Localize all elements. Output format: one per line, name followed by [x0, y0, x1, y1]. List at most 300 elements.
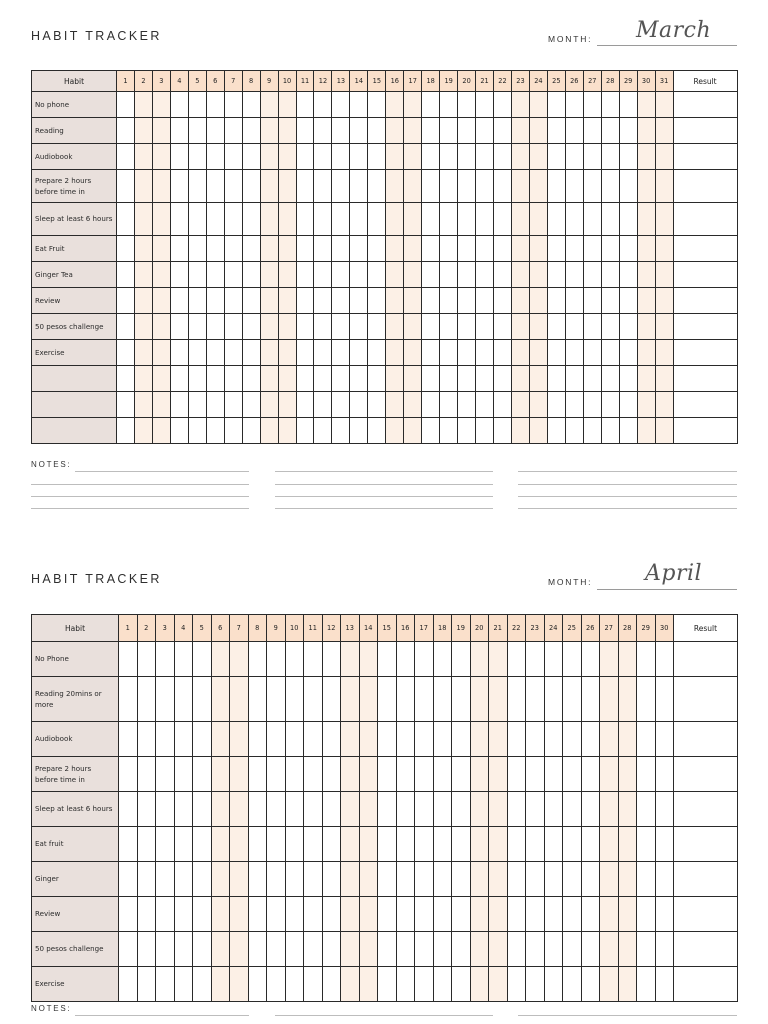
day-checkbox-cell[interactable] — [137, 677, 156, 722]
day-checkbox-cell[interactable] — [359, 967, 378, 1002]
day-checkbox-cell[interactable] — [174, 722, 193, 757]
day-checkbox-cell[interactable] — [655, 897, 674, 932]
day-checkbox-cell[interactable] — [618, 722, 637, 757]
day-checkbox-cell[interactable] — [489, 827, 508, 862]
day-checkbox-cell[interactable] — [341, 792, 360, 827]
day-checkbox-cell[interactable] — [137, 862, 156, 897]
day-checkbox-cell[interactable] — [637, 792, 656, 827]
day-checkbox-cell[interactable] — [507, 722, 526, 757]
day-checkbox-cell[interactable] — [489, 792, 508, 827]
day-checkbox-cell[interactable] — [359, 677, 378, 722]
day-checkbox-cell[interactable] — [433, 862, 452, 897]
day-checkbox-cell[interactable] — [174, 897, 193, 932]
day-checkbox-cell[interactable] — [304, 827, 323, 862]
day-checkbox-cell[interactable] — [248, 967, 267, 1002]
day-checkbox-cell[interactable] — [581, 642, 600, 677]
day-checkbox-cell[interactable] — [378, 827, 397, 862]
day-checkbox-cell[interactable] — [563, 827, 582, 862]
result-cell[interactable] — [674, 932, 738, 967]
habit-name[interactable]: Ginger Tea — [32, 262, 117, 288]
day-checkbox-cell[interactable] — [452, 862, 471, 897]
habit-name[interactable]: Reading — [32, 118, 117, 144]
day-checkbox-cell[interactable] — [563, 722, 582, 757]
day-checkbox-cell[interactable] — [618, 932, 637, 967]
day-checkbox-cell[interactable] — [341, 827, 360, 862]
day-checkbox-cell[interactable] — [526, 827, 545, 862]
day-checkbox-cell[interactable] — [526, 897, 545, 932]
day-checkbox-cell[interactable] — [322, 677, 341, 722]
day-checkbox-cell[interactable] — [470, 897, 489, 932]
day-checkbox-cell[interactable] — [193, 757, 212, 792]
day-checkbox-cell[interactable] — [618, 897, 637, 932]
day-checkbox-cell[interactable] — [415, 897, 434, 932]
day-checkbox-cell[interactable] — [285, 642, 304, 677]
day-checkbox-cell[interactable] — [544, 792, 563, 827]
day-checkbox-cell[interactable] — [396, 792, 415, 827]
day-checkbox-cell[interactable] — [600, 792, 619, 827]
day-checkbox-cell[interactable] — [211, 722, 230, 757]
habit-name[interactable]: 50 pesos challenge — [32, 314, 117, 340]
day-checkbox-cell[interactable] — [304, 677, 323, 722]
month-value[interactable]: April — [645, 561, 703, 586]
day-checkbox-cell[interactable] — [655, 722, 674, 757]
day-checkbox-cell[interactable] — [156, 827, 175, 862]
day-checkbox-cell[interactable] — [193, 897, 212, 932]
day-checkbox-cell[interactable] — [507, 827, 526, 862]
result-cell[interactable] — [674, 897, 738, 932]
day-checkbox-cell[interactable] — [563, 677, 582, 722]
day-checkbox-cell[interactable] — [174, 792, 193, 827]
day-checkbox-cell[interactable] — [655, 677, 674, 722]
day-checkbox-cell[interactable] — [581, 967, 600, 1002]
day-checkbox-cell[interactable] — [618, 642, 637, 677]
day-checkbox-cell[interactable] — [137, 967, 156, 1002]
day-checkbox-cell[interactable] — [211, 677, 230, 722]
day-checkbox-cell[interactable] — [285, 792, 304, 827]
notes-line[interactable] — [75, 1015, 249, 1016]
day-checkbox-cell[interactable] — [193, 967, 212, 1002]
day-checkbox-cell[interactable] — [544, 862, 563, 897]
day-checkbox-cell[interactable] — [267, 757, 286, 792]
day-checkbox-cell[interactable] — [359, 792, 378, 827]
day-checkbox-cell[interactable] — [156, 677, 175, 722]
day-checkbox-cell[interactable] — [359, 827, 378, 862]
day-checkbox-cell[interactable] — [655, 642, 674, 677]
day-checkbox-cell[interactable] — [174, 932, 193, 967]
day-checkbox-cell[interactable] — [581, 862, 600, 897]
day-checkbox-cell[interactable] — [230, 792, 249, 827]
day-checkbox-cell[interactable] — [581, 757, 600, 792]
day-checkbox-cell[interactable] — [304, 932, 323, 967]
day-checkbox-cell[interactable] — [137, 932, 156, 967]
day-checkbox-cell[interactable] — [433, 932, 452, 967]
day-checkbox-cell[interactable] — [489, 757, 508, 792]
day-checkbox-cell[interactable] — [156, 642, 175, 677]
result-cell[interactable] — [674, 827, 738, 862]
habit-name[interactable]: Exercise — [32, 340, 117, 366]
day-checkbox-cell[interactable] — [137, 757, 156, 792]
day-checkbox-cell[interactable] — [193, 827, 212, 862]
day-checkbox-cell[interactable] — [489, 722, 508, 757]
day-checkbox-cell[interactable] — [526, 642, 545, 677]
day-checkbox-cell[interactable] — [174, 862, 193, 897]
day-checkbox-cell[interactable] — [248, 677, 267, 722]
day-checkbox-cell[interactable] — [507, 792, 526, 827]
day-checkbox-cell[interactable] — [544, 932, 563, 967]
day-checkbox-cell[interactable] — [433, 967, 452, 1002]
habit-name[interactable]: No Phone — [32, 642, 119, 677]
day-checkbox-cell[interactable] — [304, 967, 323, 1002]
day-checkbox-cell[interactable] — [341, 862, 360, 897]
day-checkbox-cell[interactable] — [526, 792, 545, 827]
day-checkbox-cell[interactable] — [655, 862, 674, 897]
result-cell[interactable] — [674, 642, 738, 677]
day-checkbox-cell[interactable] — [119, 897, 138, 932]
habit-name[interactable]: Prepare 2 hours before time in — [32, 757, 119, 792]
day-checkbox-cell[interactable] — [415, 827, 434, 862]
day-checkbox-cell[interactable] — [322, 827, 341, 862]
day-checkbox-cell[interactable] — [174, 642, 193, 677]
day-checkbox-cell[interactable] — [507, 932, 526, 967]
day-checkbox-cell[interactable] — [563, 967, 582, 1002]
day-checkbox-cell[interactable] — [507, 897, 526, 932]
result-cell[interactable] — [674, 862, 738, 897]
day-checkbox-cell[interactable] — [637, 827, 656, 862]
day-checkbox-cell[interactable] — [378, 757, 397, 792]
habit-name[interactable]: Sleep at least 6 hours — [32, 792, 119, 827]
day-checkbox-cell[interactable] — [359, 757, 378, 792]
day-checkbox-cell[interactable] — [470, 757, 489, 792]
day-checkbox-cell[interactable] — [230, 862, 249, 897]
day-checkbox-cell[interactable] — [267, 792, 286, 827]
day-checkbox-cell[interactable] — [637, 862, 656, 897]
habit-name[interactable]: Eat fruit — [32, 827, 119, 862]
habit-name[interactable]: No phone — [32, 92, 117, 118]
day-checkbox-cell[interactable] — [433, 897, 452, 932]
day-checkbox-cell[interactable] — [156, 932, 175, 967]
day-checkbox-cell[interactable] — [230, 932, 249, 967]
day-checkbox-cell[interactable] — [452, 897, 471, 932]
day-checkbox-cell[interactable] — [304, 862, 323, 897]
day-checkbox-cell[interactable] — [415, 757, 434, 792]
day-checkbox-cell[interactable] — [359, 862, 378, 897]
day-checkbox-cell[interactable] — [563, 862, 582, 897]
day-checkbox-cell[interactable] — [137, 792, 156, 827]
day-checkbox-cell[interactable] — [544, 677, 563, 722]
day-checkbox-cell[interactable] — [637, 932, 656, 967]
day-checkbox-cell[interactable] — [600, 677, 619, 722]
day-checkbox-cell[interactable] — [248, 897, 267, 932]
day-checkbox-cell[interactable] — [285, 932, 304, 967]
habit-name[interactable]: Eat Fruit — [32, 236, 117, 262]
day-checkbox-cell[interactable] — [655, 757, 674, 792]
day-checkbox-cell[interactable] — [433, 792, 452, 827]
day-checkbox-cell[interactable] — [655, 967, 674, 1002]
day-checkbox-cell[interactable] — [119, 757, 138, 792]
day-checkbox-cell[interactable] — [304, 642, 323, 677]
day-checkbox-cell[interactable] — [526, 722, 545, 757]
day-checkbox-cell[interactable] — [581, 897, 600, 932]
day-checkbox-cell[interactable] — [378, 932, 397, 967]
day-checkbox-cell[interactable] — [248, 792, 267, 827]
day-checkbox-cell[interactable] — [119, 862, 138, 897]
day-checkbox-cell[interactable] — [581, 827, 600, 862]
day-checkbox-cell[interactable] — [193, 792, 212, 827]
day-checkbox-cell[interactable] — [211, 792, 230, 827]
day-checkbox-cell[interactable] — [637, 642, 656, 677]
day-checkbox-cell[interactable] — [119, 827, 138, 862]
day-checkbox-cell[interactable] — [322, 897, 341, 932]
day-checkbox-cell[interactable] — [230, 642, 249, 677]
day-checkbox-cell[interactable] — [341, 722, 360, 757]
day-checkbox-cell[interactable] — [600, 967, 619, 1002]
day-checkbox-cell[interactable] — [248, 827, 267, 862]
day-checkbox-cell[interactable] — [396, 722, 415, 757]
day-checkbox-cell[interactable] — [211, 967, 230, 1002]
day-checkbox-cell[interactable] — [433, 722, 452, 757]
day-checkbox-cell[interactable] — [322, 862, 341, 897]
result-cell[interactable] — [674, 757, 738, 792]
habit-name[interactable]: Exercise — [32, 967, 119, 1002]
day-checkbox-cell[interactable] — [396, 932, 415, 967]
day-checkbox-cell[interactable] — [452, 677, 471, 722]
day-checkbox-cell[interactable] — [655, 932, 674, 967]
day-checkbox-cell[interactable] — [378, 642, 397, 677]
day-checkbox-cell[interactable] — [581, 677, 600, 722]
day-checkbox-cell[interactable] — [267, 862, 286, 897]
day-checkbox-cell[interactable] — [174, 677, 193, 722]
day-checkbox-cell[interactable] — [600, 722, 619, 757]
day-checkbox-cell[interactable] — [563, 757, 582, 792]
day-checkbox-cell[interactable] — [267, 827, 286, 862]
day-checkbox-cell[interactable] — [489, 967, 508, 1002]
day-checkbox-cell[interactable] — [600, 827, 619, 862]
day-checkbox-cell[interactable] — [544, 642, 563, 677]
day-checkbox-cell[interactable] — [119, 932, 138, 967]
habit-name[interactable]: Review — [32, 288, 117, 314]
day-checkbox-cell[interactable] — [470, 792, 489, 827]
day-checkbox-cell[interactable] — [526, 757, 545, 792]
day-checkbox-cell[interactable] — [174, 967, 193, 1002]
day-checkbox-cell[interactable] — [452, 932, 471, 967]
day-checkbox-cell[interactable] — [193, 862, 212, 897]
result-cell[interactable] — [674, 722, 738, 757]
day-checkbox-cell[interactable] — [211, 827, 230, 862]
day-checkbox-cell[interactable] — [137, 642, 156, 677]
day-checkbox-cell[interactable] — [378, 967, 397, 1002]
day-checkbox-cell[interactable] — [248, 932, 267, 967]
day-checkbox-cell[interactable] — [359, 642, 378, 677]
day-checkbox-cell[interactable] — [396, 862, 415, 897]
day-checkbox-cell[interactable] — [637, 967, 656, 1002]
habit-name[interactable]: Audiobook — [32, 144, 117, 170]
habit-name[interactable]: 50 pesos challenge — [32, 932, 119, 967]
day-checkbox-cell[interactable] — [193, 932, 212, 967]
day-checkbox-cell[interactable] — [174, 827, 193, 862]
day-checkbox-cell[interactable] — [452, 967, 471, 1002]
day-checkbox-cell[interactable] — [581, 932, 600, 967]
day-checkbox-cell[interactable] — [285, 967, 304, 1002]
day-checkbox-cell[interactable] — [637, 722, 656, 757]
day-checkbox-cell[interactable] — [193, 722, 212, 757]
day-checkbox-cell[interactable] — [526, 862, 545, 897]
result-cell[interactable] — [674, 967, 738, 1002]
day-checkbox-cell[interactable] — [489, 677, 508, 722]
day-checkbox-cell[interactable] — [304, 757, 323, 792]
day-checkbox-cell[interactable] — [267, 642, 286, 677]
day-checkbox-cell[interactable] — [267, 967, 286, 1002]
day-checkbox-cell[interactable] — [341, 897, 360, 932]
day-checkbox-cell[interactable] — [618, 827, 637, 862]
day-checkbox-cell[interactable] — [285, 677, 304, 722]
day-checkbox-cell[interactable] — [415, 967, 434, 1002]
day-checkbox-cell[interactable] — [507, 677, 526, 722]
day-checkbox-cell[interactable] — [600, 897, 619, 932]
habit-name[interactable]: Review — [32, 897, 119, 932]
day-checkbox-cell[interactable] — [396, 757, 415, 792]
day-checkbox-cell[interactable] — [526, 967, 545, 1002]
day-checkbox-cell[interactable] — [119, 967, 138, 1002]
day-checkbox-cell[interactable] — [156, 757, 175, 792]
day-checkbox-cell[interactable] — [137, 722, 156, 757]
day-checkbox-cell[interactable] — [507, 642, 526, 677]
day-checkbox-cell[interactable] — [618, 792, 637, 827]
day-checkbox-cell[interactable] — [581, 792, 600, 827]
day-checkbox-cell[interactable] — [248, 862, 267, 897]
day-checkbox-cell[interactable] — [544, 897, 563, 932]
day-checkbox-cell[interactable] — [137, 827, 156, 862]
day-checkbox-cell[interactable] — [230, 897, 249, 932]
day-checkbox-cell[interactable] — [378, 722, 397, 757]
day-checkbox-cell[interactable] — [526, 932, 545, 967]
day-checkbox-cell[interactable] — [193, 677, 212, 722]
day-checkbox-cell[interactable] — [230, 827, 249, 862]
day-checkbox-cell[interactable] — [304, 722, 323, 757]
day-checkbox-cell[interactable] — [618, 757, 637, 792]
day-checkbox-cell[interactable] — [378, 897, 397, 932]
day-checkbox-cell[interactable] — [156, 967, 175, 1002]
day-checkbox-cell[interactable] — [285, 827, 304, 862]
day-checkbox-cell[interactable] — [600, 757, 619, 792]
day-checkbox-cell[interactable] — [248, 722, 267, 757]
day-checkbox-cell[interactable] — [193, 642, 212, 677]
day-checkbox-cell[interactable] — [396, 967, 415, 1002]
day-checkbox-cell[interactable] — [415, 677, 434, 722]
day-checkbox-cell[interactable] — [119, 722, 138, 757]
day-checkbox-cell[interactable] — [267, 897, 286, 932]
habit-name[interactable]: Prepare 2 hours before time in — [32, 170, 117, 203]
day-checkbox-cell[interactable] — [600, 932, 619, 967]
day-checkbox-cell[interactable] — [618, 677, 637, 722]
day-checkbox-cell[interactable] — [359, 932, 378, 967]
day-checkbox-cell[interactable] — [396, 642, 415, 677]
day-checkbox-cell[interactable] — [267, 932, 286, 967]
day-checkbox-cell[interactable] — [470, 677, 489, 722]
day-checkbox-cell[interactable] — [415, 722, 434, 757]
day-checkbox-cell[interactable] — [322, 722, 341, 757]
day-checkbox-cell[interactable] — [415, 932, 434, 967]
day-checkbox-cell[interactable] — [433, 677, 452, 722]
day-checkbox-cell[interactable] — [507, 862, 526, 897]
day-checkbox-cell[interactable] — [285, 897, 304, 932]
day-checkbox-cell[interactable] — [285, 862, 304, 897]
day-checkbox-cell[interactable] — [637, 897, 656, 932]
day-checkbox-cell[interactable] — [248, 642, 267, 677]
day-checkbox-cell[interactable] — [267, 722, 286, 757]
day-checkbox-cell[interactable] — [470, 967, 489, 1002]
day-checkbox-cell[interactable] — [322, 792, 341, 827]
day-checkbox-cell[interactable] — [433, 827, 452, 862]
day-checkbox-cell[interactable] — [544, 967, 563, 1002]
day-checkbox-cell[interactable] — [304, 897, 323, 932]
day-checkbox-cell[interactable] — [563, 642, 582, 677]
day-checkbox-cell[interactable] — [452, 722, 471, 757]
day-checkbox-cell[interactable] — [322, 642, 341, 677]
day-checkbox-cell[interactable] — [470, 862, 489, 897]
day-checkbox-cell[interactable] — [230, 722, 249, 757]
day-checkbox-cell[interactable] — [322, 967, 341, 1002]
day-checkbox-cell[interactable] — [507, 967, 526, 1002]
day-checkbox-cell[interactable] — [544, 722, 563, 757]
day-checkbox-cell[interactable] — [359, 897, 378, 932]
day-checkbox-cell[interactable] — [119, 642, 138, 677]
day-checkbox-cell[interactable] — [285, 757, 304, 792]
day-checkbox-cell[interactable] — [341, 677, 360, 722]
day-checkbox-cell[interactable] — [489, 862, 508, 897]
day-checkbox-cell[interactable] — [544, 757, 563, 792]
day-checkbox-cell[interactable] — [174, 757, 193, 792]
notes-line[interactable] — [275, 1015, 493, 1016]
day-checkbox-cell[interactable] — [285, 722, 304, 757]
day-checkbox-cell[interactable] — [452, 757, 471, 792]
habit-name[interactable]: Ginger — [32, 862, 119, 897]
day-checkbox-cell[interactable] — [655, 792, 674, 827]
day-checkbox-cell[interactable] — [637, 757, 656, 792]
habit-name[interactable]: Reading 20mins or more — [32, 677, 119, 722]
day-checkbox-cell[interactable] — [581, 722, 600, 757]
day-checkbox-cell[interactable] — [230, 677, 249, 722]
day-checkbox-cell[interactable] — [156, 862, 175, 897]
result-cell[interactable] — [674, 677, 738, 722]
day-checkbox-cell[interactable] — [415, 792, 434, 827]
notes-line[interactable] — [518, 1015, 737, 1016]
day-checkbox-cell[interactable] — [341, 967, 360, 1002]
day-checkbox-cell[interactable] — [156, 792, 175, 827]
day-checkbox-cell[interactable] — [526, 677, 545, 722]
day-checkbox-cell[interactable] — [489, 932, 508, 967]
day-checkbox-cell[interactable] — [341, 642, 360, 677]
day-checkbox-cell[interactable] — [156, 722, 175, 757]
day-checkbox-cell[interactable] — [230, 967, 249, 1002]
day-checkbox-cell[interactable] — [396, 897, 415, 932]
day-checkbox-cell[interactable] — [322, 757, 341, 792]
habit-name[interactable]: Sleep at least 6 hours — [32, 203, 117, 236]
day-checkbox-cell[interactable] — [655, 827, 674, 862]
day-checkbox-cell[interactable] — [452, 642, 471, 677]
result-cell[interactable] — [674, 792, 738, 827]
day-checkbox-cell[interactable] — [452, 827, 471, 862]
habit-name[interactable]: Audiobook — [32, 722, 119, 757]
day-checkbox-cell[interactable] — [470, 722, 489, 757]
day-checkbox-cell[interactable] — [378, 792, 397, 827]
day-checkbox-cell[interactable] — [563, 897, 582, 932]
day-checkbox-cell[interactable] — [137, 897, 156, 932]
day-checkbox-cell[interactable] — [211, 897, 230, 932]
day-checkbox-cell[interactable] — [489, 642, 508, 677]
day-checkbox-cell[interactable] — [507, 757, 526, 792]
day-checkbox-cell[interactable] — [433, 757, 452, 792]
day-checkbox-cell[interactable] — [211, 757, 230, 792]
